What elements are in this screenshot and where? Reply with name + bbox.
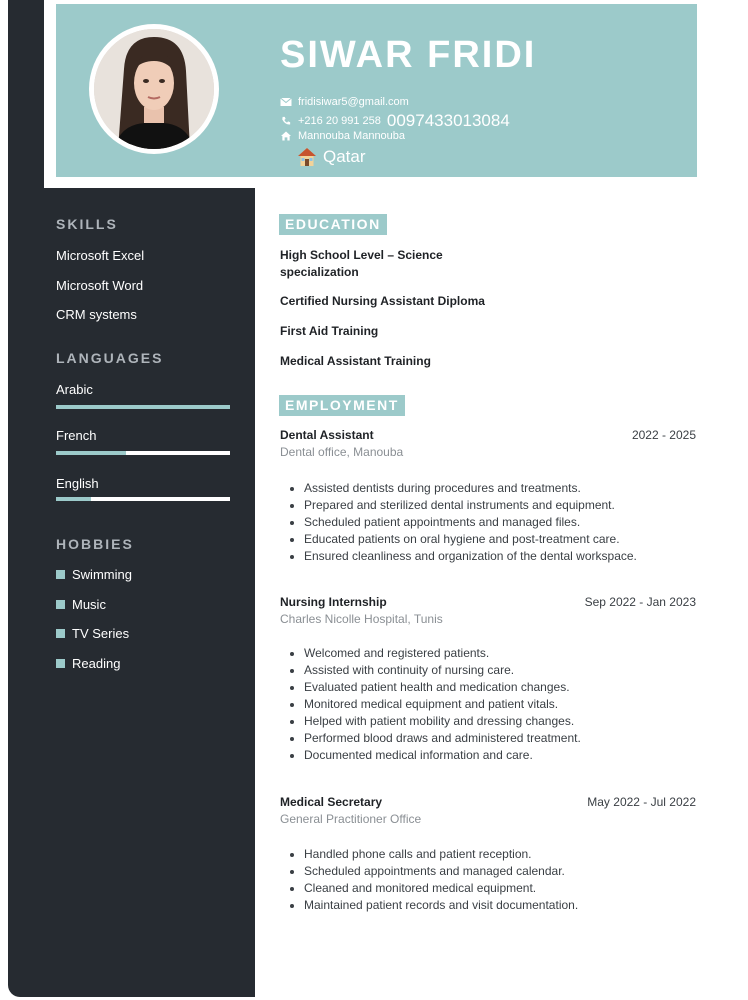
list-item: • Ensured cleanliness and organization of the dental workspace. bbox=[304, 548, 637, 565]
list-item: • Handled phone calls and patient reception. bbox=[304, 846, 578, 863]
job-title: Medical Secretary bbox=[280, 795, 383, 809]
job-dates: May 2022 - Jul 2022 bbox=[587, 795, 696, 809]
list-item: • Cleaned and monitored medical equipment. bbox=[304, 880, 578, 897]
list-item: • Assisted dentists during procedures and treatments. bbox=[304, 480, 637, 497]
hobby-label: Reading bbox=[72, 656, 121, 671]
list-item: • Helped with patient mobility and dressing changes. bbox=[304, 713, 581, 730]
hobby-label: Music bbox=[72, 597, 106, 612]
list-item: • Performed blood draws and administered treatment. bbox=[304, 730, 581, 747]
list-item: • Scheduled patient appointments and managed files. bbox=[304, 514, 637, 531]
language-name: French bbox=[56, 428, 97, 443]
job-dates: 2022 - 2025 bbox=[631, 428, 696, 442]
education-item: High School Level – Science specialization bbox=[280, 248, 443, 279]
list-item: • Welcomed and registered patients. bbox=[304, 645, 581, 662]
contact-email bbox=[280, 96, 409, 108]
contact-location bbox=[297, 147, 366, 167]
skill-item: Microsoft Word bbox=[56, 278, 144, 293]
education-item: Medical Assistant Training bbox=[280, 354, 431, 368]
languages-heading: LANGUAGES bbox=[56, 350, 164, 366]
hobbies-heading: HOBBIES bbox=[56, 536, 134, 552]
language-level-fill bbox=[56, 451, 126, 455]
hobby-item bbox=[56, 656, 120, 671]
language-level-bar bbox=[56, 497, 230, 501]
language-name: English bbox=[56, 476, 99, 491]
square-bullet-icon bbox=[56, 570, 65, 579]
hobby-label: TV Series bbox=[72, 626, 130, 641]
job-dates: Sep 2022 - Jan 2023 bbox=[584, 595, 696, 609]
house-emoji-icon bbox=[297, 147, 317, 167]
hobby-label: Swimming bbox=[72, 567, 132, 582]
list-item: • Monitored medical equipment and patient vitals. bbox=[304, 696, 581, 713]
location-text: Qatar bbox=[323, 147, 366, 166]
square-bullet-icon bbox=[56, 659, 65, 668]
phone-text: +216 20 991 258 bbox=[298, 115, 381, 127]
job-title: Dental Assistant bbox=[280, 428, 374, 442]
job-company: Dental office, Manouba bbox=[280, 445, 404, 459]
skills-heading: SKILLS bbox=[56, 216, 118, 232]
phone-icon bbox=[280, 116, 292, 126]
email-text: fridisiwar5@gmail.com bbox=[298, 96, 409, 108]
skill-item: Microsoft Excel bbox=[56, 248, 145, 263]
job-title: Nursing Internship bbox=[280, 595, 387, 609]
education-item: Certified Nursing Assistant Diploma bbox=[280, 294, 485, 308]
square-bullet-icon bbox=[56, 600, 65, 609]
hobby-item bbox=[56, 626, 129, 641]
job-company: General Practitioner Office bbox=[280, 812, 422, 826]
contact-address bbox=[280, 130, 405, 142]
language-level-bar bbox=[56, 405, 230, 409]
list-item: • Assisted with continuity of nursing care. bbox=[304, 662, 581, 679]
list-item: • Evaluated patient health and medication changes. bbox=[304, 679, 581, 696]
language-level-fill bbox=[56, 497, 91, 501]
employment-heading: EMPLOYMENT bbox=[279, 395, 405, 416]
square-bullet-icon bbox=[56, 629, 65, 638]
language-level-fill bbox=[56, 405, 230, 409]
job-duties-list bbox=[290, 480, 637, 565]
hobby-item bbox=[56, 567, 132, 582]
job-company: Charles Nicolle Hospital, Tunis bbox=[280, 612, 443, 626]
address-text: Mannouba Mannouba bbox=[298, 130, 406, 142]
portrait-illustration bbox=[94, 29, 214, 149]
skill-item: CRM systems bbox=[56, 307, 137, 322]
profile-photo bbox=[89, 24, 219, 154]
education-item: First Aid Training bbox=[280, 324, 379, 338]
list-item: • Maintained patient records and visit documentation. bbox=[304, 897, 578, 914]
candidate-name: SIWAR FRIDI bbox=[280, 34, 537, 76]
language-name: Arabic bbox=[56, 382, 93, 397]
home-icon bbox=[280, 131, 292, 141]
profile-photo-image bbox=[94, 29, 214, 149]
job-duties-list bbox=[290, 846, 578, 914]
hobby-item bbox=[56, 597, 106, 612]
phone-alt-text: 0097433013084 bbox=[386, 111, 510, 130]
contact-phone bbox=[280, 111, 510, 131]
language-level-bar bbox=[56, 451, 230, 455]
list-item: • Scheduled appointments and managed calendar. bbox=[304, 863, 578, 880]
envelope-icon bbox=[280, 97, 292, 107]
list-item: • Educated patients on oral hygiene and post-treatment care. bbox=[304, 531, 637, 548]
job-duties-list bbox=[290, 645, 581, 764]
list-item: • Prepared and sterilized dental instruments and equipment. bbox=[304, 497, 637, 514]
list-item: • Documented medical information and care. bbox=[304, 747, 581, 764]
education-heading: EDUCATION bbox=[279, 214, 387, 235]
